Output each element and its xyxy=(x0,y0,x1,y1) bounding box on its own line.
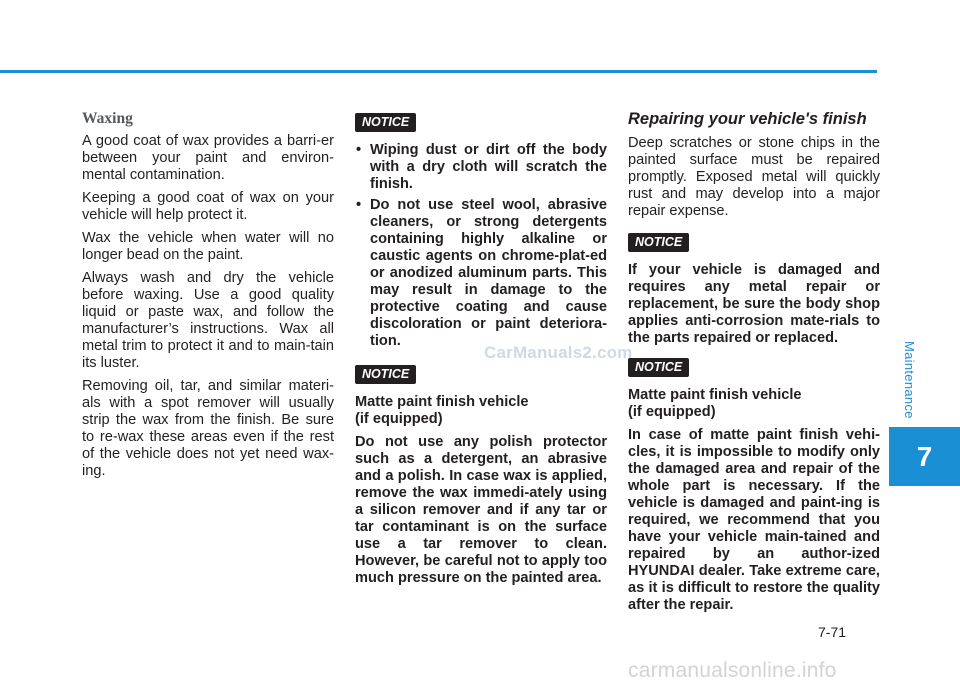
column-waxing xyxy=(82,108,334,486)
waxing-paragraph: Removing oil, tar, and similar materi-als with a spot remover will usually strip the wax from the finish. Be sure to re-wax these areas even if the rest of the vehicle does not yet need wax-ing. xyxy=(82,378,334,479)
top-rule xyxy=(0,70,877,73)
matte-title-line-1: Matte paint finish vehicle xyxy=(355,394,529,410)
matte-title-line-2: (if equipped) xyxy=(355,411,443,427)
list-item: • Wiping dust or dirt off the body with a dry cloth will scratch the finish. xyxy=(355,142,607,193)
notice-badge: NOTICE xyxy=(628,358,689,377)
matte-repair-body: In case of matte paint finish vehi-cles, it is impossible to modify only the damaged area and repair of the whole part is necessary. If the vehicle is damaged and paint-ing is required, we recommend that you have your vehicle main-tained and repaired by an author-ized HYUNDAI dealer. Take extreme care, as it is difficult to restore the quality after the repair. xyxy=(628,427,880,613)
waxing-paragraph: Wax the vehicle when water will no longer bead on the paint. xyxy=(82,230,334,263)
matte-title-line-1: Matte paint finish vehicle xyxy=(628,387,802,403)
repairing-heading: Repairing your vehicle's finish xyxy=(628,110,867,128)
notice-badge: NOTICE xyxy=(355,365,416,384)
watermark-middle: CarManuals2.com xyxy=(484,343,633,362)
chapter-tab: 7 xyxy=(889,427,960,486)
waxing-heading: Waxing xyxy=(82,110,133,127)
notice-badge: NOTICE xyxy=(628,233,689,252)
column-repairing xyxy=(628,108,880,614)
waxing-paragraph: A good coat of wax provides a barri-er between your paint and environ-mental contamination. xyxy=(82,133,334,183)
notice-badge: NOTICE xyxy=(355,113,416,132)
matte-title-line-2: (if equipped) xyxy=(628,404,716,420)
matte-notice-body: Do not use any polish protector such as a detergent, an abrasive and a polish. In case wax is applied, remove the wax immedi-ately using a silicon remover and if any tar or tar contaminant is on the surface use a tar remover to clean. However, be careful not to apply too much pressure on the painted area. xyxy=(355,434,607,586)
waxing-paragraph: Keeping a good coat of wax on your vehicle will help protect it. xyxy=(82,190,334,223)
list-item: • Do not use steel wool, abrasive cleaners, or strong detergents containing highly alkaline or caustic agents on chrome-plat-ed or anodized aluminum parts. This may result in damage to the protective coating and cause discoloration or paint deteriora-tion. xyxy=(355,197,607,350)
notice-bullet-list xyxy=(355,142,607,350)
page-number: 7-71 xyxy=(818,624,847,640)
section-label: Maintenance xyxy=(902,341,917,419)
waxing-paragraph: Always wash and dry the vehicle before waxing. Use a good quality liquid or paste wax, and follow the manufacturer’s instructions. Wax all metal trim to protect it and to main-tain its luster. xyxy=(82,270,334,371)
repair-notice-body: If your vehicle is damaged and requires any metal repair or replacement, be sure the body shop applies anti-corrosion mate-rials to the parts repaired or replaced. xyxy=(628,262,880,346)
watermark-bottom: carmanualsonline.info xyxy=(628,659,837,682)
repairing-intro: Deep scratches or stone chips in the painted surface must be repaired promptly. Exposed metal will quickly rust and may develop into a major repair expense. xyxy=(628,135,880,219)
